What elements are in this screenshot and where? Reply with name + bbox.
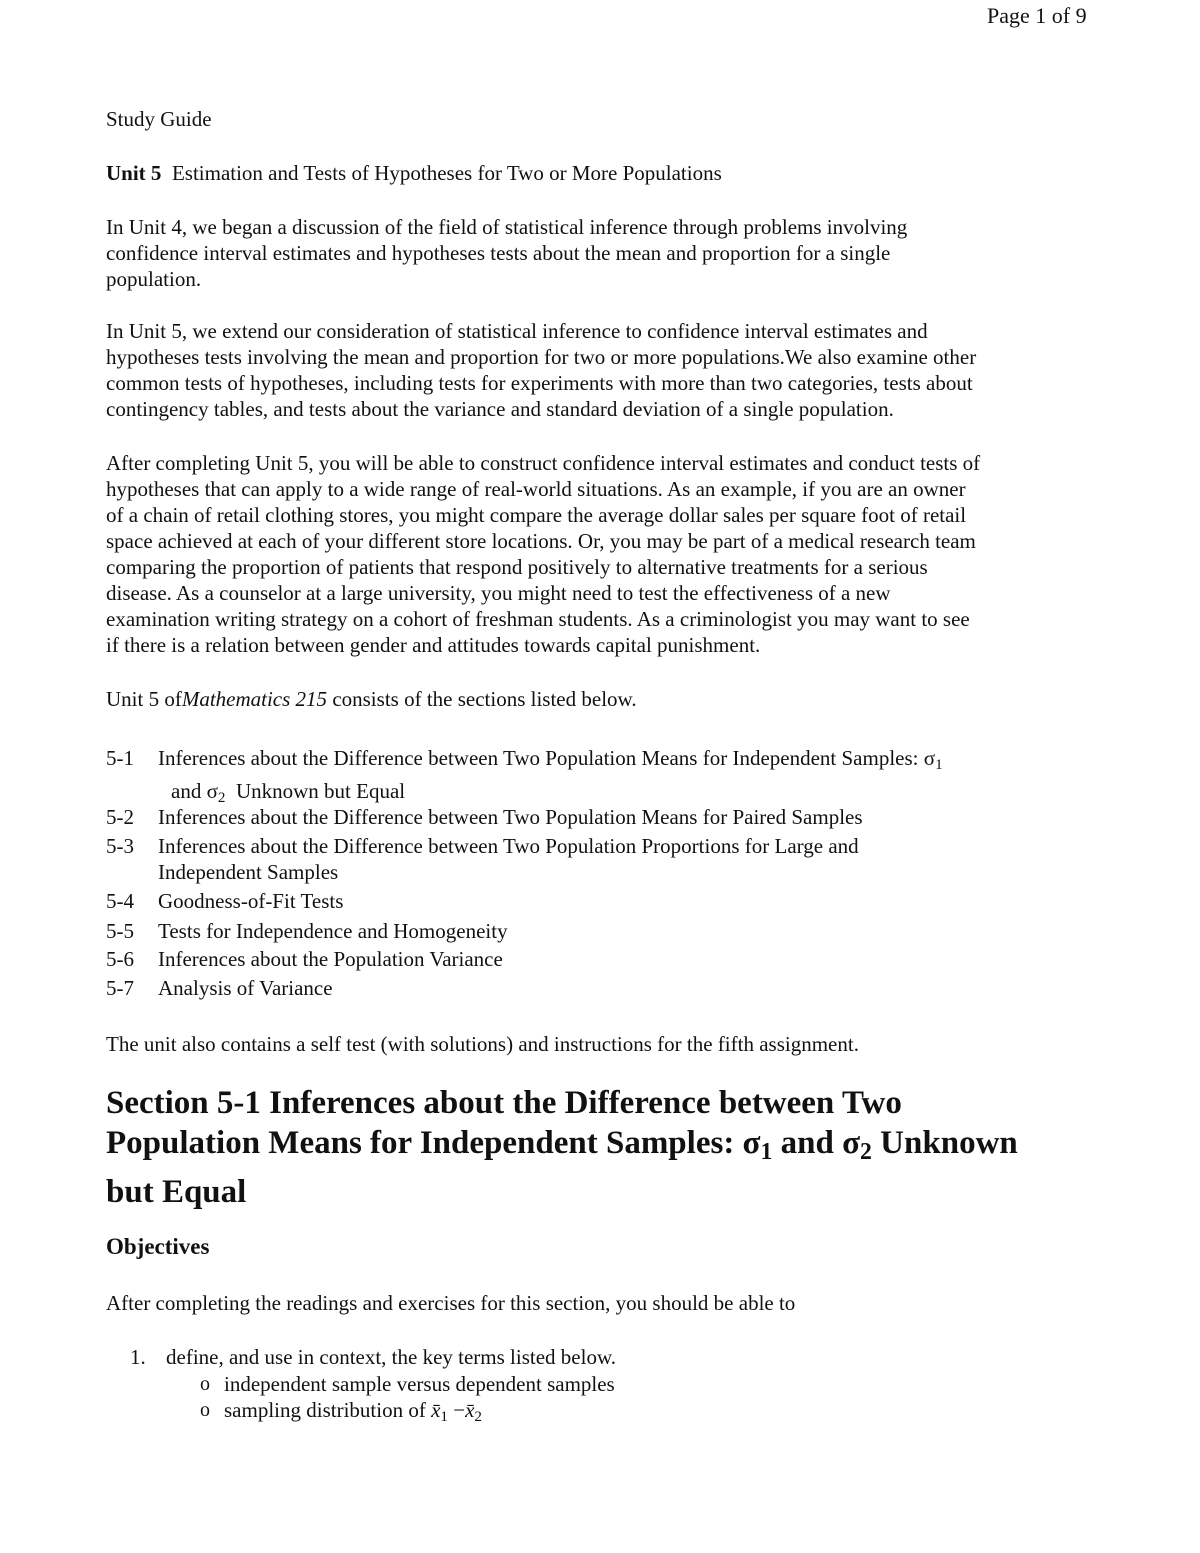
text-line: confidence interval estimates and hypotheses tests about the mean and proportion for a single [106,241,891,265]
text-line: if there is a relation between gender and attitudes towards capital punishment. [106,633,761,657]
section-title-5-6: Inferences about the Population Variance [158,947,503,971]
heading-text: Population Means for Independent Samples: σ [106,1125,761,1161]
heading-line [106,1123,1106,1172]
document-label: Study Guide [106,107,212,131]
closing-line: The unit also contains a self test (with solutions) and instructions for the fifth assignment. [106,1032,859,1056]
unit-title: Estimation and Tests of Hypotheses for Two or More Populations [171,161,722,185]
objectives-intro: After completing the readings and exercises for this section, you should be able to [106,1291,796,1315]
text-line: population. [106,267,202,291]
subscript: 1 [760,1138,773,1165]
text-line: hypotheses tests involving the mean and proportion for two or more populations.We also examine other [106,345,977,369]
heading-text: Unknown [871,1125,1018,1161]
text-line: After completing Unit 5, you will be able to construct confidence interval estimates and conduct tests of [106,451,981,475]
text-line: In Unit 5, we extend our consideration of statistical inference to confidence interval estimates and [106,319,928,343]
unit-number: Unit 5 [106,161,162,185]
section-number: 5-2 [106,805,134,829]
section-number: 5-3 [106,834,134,858]
unit-heading [106,160,1106,186]
bullet-text-sampling [224,1397,1084,1430]
math-xbar: x̄ [431,1398,441,1422]
text-line: comparing the proportion of patients that respond positively to alternative treatments for a serious [106,555,928,579]
objectives-heading: Objectives [106,1234,210,1259]
text-line: disease. As a counselor at a large university, you might need to test the effectiveness of a new [106,581,891,605]
section-text: and σ [171,778,218,803]
section-number: 5-4 [106,889,134,913]
subscript: 2 [217,789,226,806]
text-line: common tests of hypotheses, including tests for experiments with more than two categories, tests about [106,371,973,395]
section-text: Inferences about the Difference between Two Population Proportions for Large and [158,834,859,858]
intro-before: Unit 5 of [106,687,182,711]
objective-text: define, and use in context, the key terms listed below. [166,1345,617,1369]
text-line: hypotheses that can apply to a wide range of real-world situations. As an example, if you are an owner [106,477,966,501]
bullet-text: sampling distribution of [224,1398,432,1422]
page-number: Page 1 of 9 [987,3,1087,28]
intro-after: consists of the sections listed below. [332,687,637,711]
section-number: 5-5 [106,919,134,943]
minus-sign: − [447,1398,466,1422]
section-text: Unknown but Equal [235,778,406,803]
section-number: 5-6 [106,947,134,971]
section-title-5-3 [158,833,1058,885]
bullet-marker: o [200,1399,210,1421]
text-line: space achieved at each of your different store locations. Or, you may be part of a medical research team [106,529,976,553]
section-heading [106,1083,1106,1212]
paragraph-examples [106,450,1106,658]
math-xbar: x̄ [465,1398,475,1422]
section-title-5-4: Goodness-of-Fit Tests [158,889,344,913]
text-line: contingency tables, and tests about the variance and standard deviation of a single population. [106,397,894,421]
text-line: In Unit 4, we began a discussion of the field of statistical inference through problems involving [106,215,908,239]
section-title-5-5: Tests for Independence and Homogeneity [158,919,508,943]
section-title-5-7: Analysis of Variance [158,976,333,1000]
objective-number: 1. [130,1345,146,1369]
section-text: Independent Samples [158,860,339,884]
subscript: 2 [860,1138,872,1165]
sections-list [0,742,1200,1012]
section-text: Inferences about the Difference between Two Population Means for Independent Samples: σ [158,746,936,770]
text-line: examination writing strategy on a cohort of freshman students. As a criminologist you may want to see [106,607,970,631]
heading-line: Section 5-1 Inferences about the Difference between Two [106,1085,902,1121]
section-number: 5-7 [106,976,134,1000]
subscript: 1 [935,756,943,773]
text-line: of a chain of retail clothing stores, you might compare the average dollar sales per square foot of retail [106,503,967,527]
paragraph-unit5-scope [106,318,1106,422]
section-number: 5-1 [106,746,134,770]
subscript: 1 [440,1408,448,1425]
subscript: 2 [474,1408,482,1425]
bullet-text: independent sample versus dependent samples [224,1372,615,1396]
heading-text: and σ [772,1125,861,1161]
section-title-5-1 [158,745,1058,811]
section-title-5-2: Inferences about the Difference between Two Population Means for Paired Samples [158,805,863,829]
paragraph-unit4 [106,214,1106,292]
sections-intro [106,686,1106,712]
heading-line: but Equal [106,1173,247,1210]
bullet-marker: o [200,1373,210,1395]
course-name: Mathematics 215 [181,687,328,711]
